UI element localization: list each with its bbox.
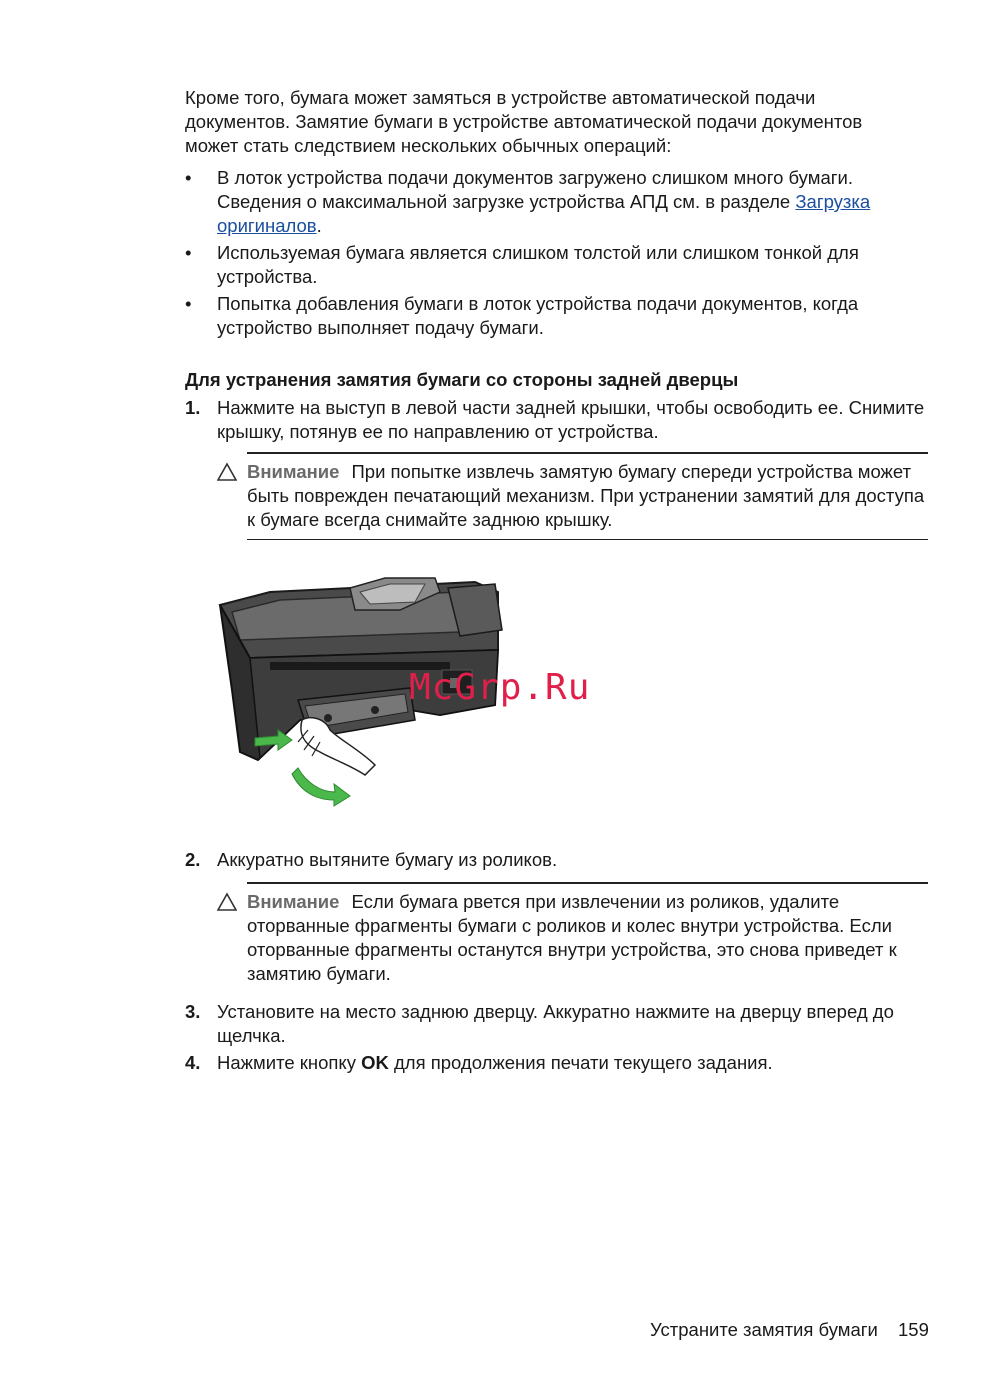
bullet-marker: • [185,167,192,188]
step-1 [185,396,930,444]
step-number: 1. [185,397,201,418]
ok-button-label: OK [361,1052,389,1073]
caution-note-1 [217,452,928,540]
list-item: • В лоток устройства подачи документов загружено слишком много бумаги. Сведения о максимальной загрузке устройства АПД см. в разделе Загрузка оригиналов. [185,167,871,236]
step-number: 2. [185,849,201,870]
caution-label: Внимание [247,891,340,912]
link-load-originals[interactable]: Загрузка оригиналов [217,191,871,236]
page-number: 159 [898,1319,929,1340]
step-2 [185,848,930,872]
step-3 [185,1000,930,1048]
section-heading: Для устранения замятия бумаги со стороны задней дверцы [185,369,739,390]
note-top-rule [247,882,928,884]
bullet-text: В лоток устройства подачи документов загружено слишком много бумаги. Сведения о максимальной загрузке устройства АПД см. в разделе [217,167,853,212]
warning-triangle-icon [217,892,237,912]
step-text-post: для продолжения печати текущего задания. [388,1052,773,1073]
bullet-marker: • [185,293,192,314]
list-item [185,241,930,289]
caution-note-2 [217,882,928,986]
watermark-text: McGrp.Ru [409,667,591,708]
list-item [185,292,930,340]
footer-section-title: Устраните замятия бумаги [650,1319,878,1340]
bullet-text: Используемая бумага является слишком толстой или слишком тонкой для устройства. [217,242,859,287]
bullet-marker: • [185,242,192,263]
step-number: 3. [185,1001,201,1022]
step-text: Аккуратно вытяните бумагу из роликов. [217,849,558,870]
step-number: 4. [185,1052,201,1073]
step-text: Установите на место заднюю дверцу. Аккуратно нажмите на дверцу вперед до щелчка. [217,1001,894,1046]
bullet-list [185,166,930,343]
bullet-text: Попытка добавления бумаги в лоток устройства подачи документов, когда устройство выполняет подачу бумаги. [217,293,859,338]
caution-text: Если бумага рвется при извлечении из роликов, удалите оторванные фрагменты бумаги с роликов и колес внутри устройства. Если оторванные фрагменты останутся внутри устройства, это снова приведет к замятию бумаги. [247,891,897,984]
step-4 [185,1051,930,1075]
intro-paragraph: Кроме того, бумага может замяться в устройстве автоматической подачи документов. Замятие бумаги в устройстве автоматической подачи документов может стать следствием нескольких обычных операций: [185,87,863,156]
warning-triangle-icon [217,462,237,482]
note-top-rule [247,452,928,454]
step-text-pre: Нажмите кнопку [217,1052,362,1073]
step-text: Нажмите на выступ в левой части задней крышки, чтобы освободить ее. Снимите крышку, потянув ее по направлению от устройства. [217,397,925,442]
caution-label: Внимание [247,461,340,482]
note-bottom-rule [247,539,928,541]
caution-text: При попытке извлечь замятую бумагу спереди устройства может быть поврежден печатающий механизм. При устранении замятий для доступа к бумаге всегда снимайте заднюю крышку. [247,461,925,530]
